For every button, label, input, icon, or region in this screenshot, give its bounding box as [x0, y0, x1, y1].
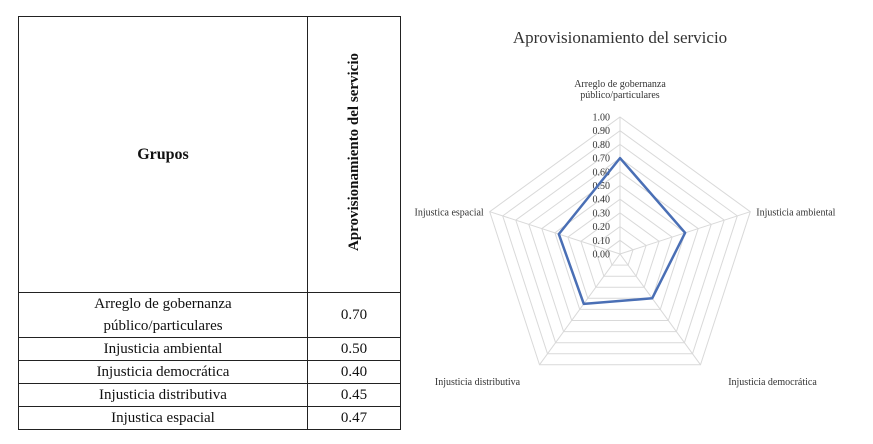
row-label: Injusticia ambiental — [19, 338, 308, 361]
table-row — [19, 407, 401, 430]
tick-label: 0.10 — [592, 235, 610, 247]
row-value: 0.70 — [308, 293, 401, 338]
tick-label: 0.30 — [592, 208, 610, 220]
table-row — [19, 293, 401, 338]
table-row — [19, 338, 401, 361]
category-label: Injusticia ambiental — [756, 207, 836, 219]
tick-label: 0.80 — [592, 139, 610, 151]
tick-label: 0.20 — [592, 222, 610, 234]
data-table — [18, 16, 401, 430]
row-label-line1: Arreglo de gobernanza — [94, 296, 232, 312]
row-label — [19, 293, 308, 338]
table-row — [19, 384, 401, 407]
data-table-container — [18, 16, 400, 426]
tick-label: 0.40 — [592, 194, 610, 206]
groups-header: Grupos — [19, 17, 308, 293]
tick-label: 0.70 — [592, 153, 610, 165]
row-label: Injusticia democrática — [19, 361, 308, 384]
category-label: Injusticia distributiva — [434, 376, 521, 388]
tick-label: 0.00 — [592, 249, 610, 261]
row-label-line2: público/particulares — [103, 318, 223, 334]
row-value: 0.40 — [308, 361, 401, 384]
table-row — [19, 361, 401, 384]
row-value: 0.47 — [308, 407, 401, 430]
category-label: Injusticia democrática — [728, 376, 817, 388]
chart-title: Aprovisionamiento del servicio — [512, 28, 728, 47]
value-header-label: Aprovisionamiento del servicio — [345, 52, 362, 252]
category-label: Injustica espacial — [414, 207, 484, 219]
tick-label: 0.50 — [592, 181, 610, 192]
row-label: Injustica espacial — [19, 407, 308, 430]
series-line — [559, 158, 685, 304]
row-value: 0.50 — [308, 338, 401, 361]
table-header-row — [19, 17, 401, 293]
row-label: Injusticia distributiva — [19, 384, 308, 407]
radar-chart-svg — [402, 16, 854, 426]
category-label: Arreglo de gobernanza — [574, 79, 666, 90]
tick-label: 0.90 — [592, 126, 610, 138]
tick-label: 1.00 — [592, 112, 610, 124]
tick-label: 0.60 — [592, 167, 610, 179]
category-label: público/particulares — [580, 90, 660, 101]
radar-chart — [402, 16, 854, 426]
value-header — [308, 17, 401, 293]
row-value: 0.45 — [308, 384, 401, 407]
